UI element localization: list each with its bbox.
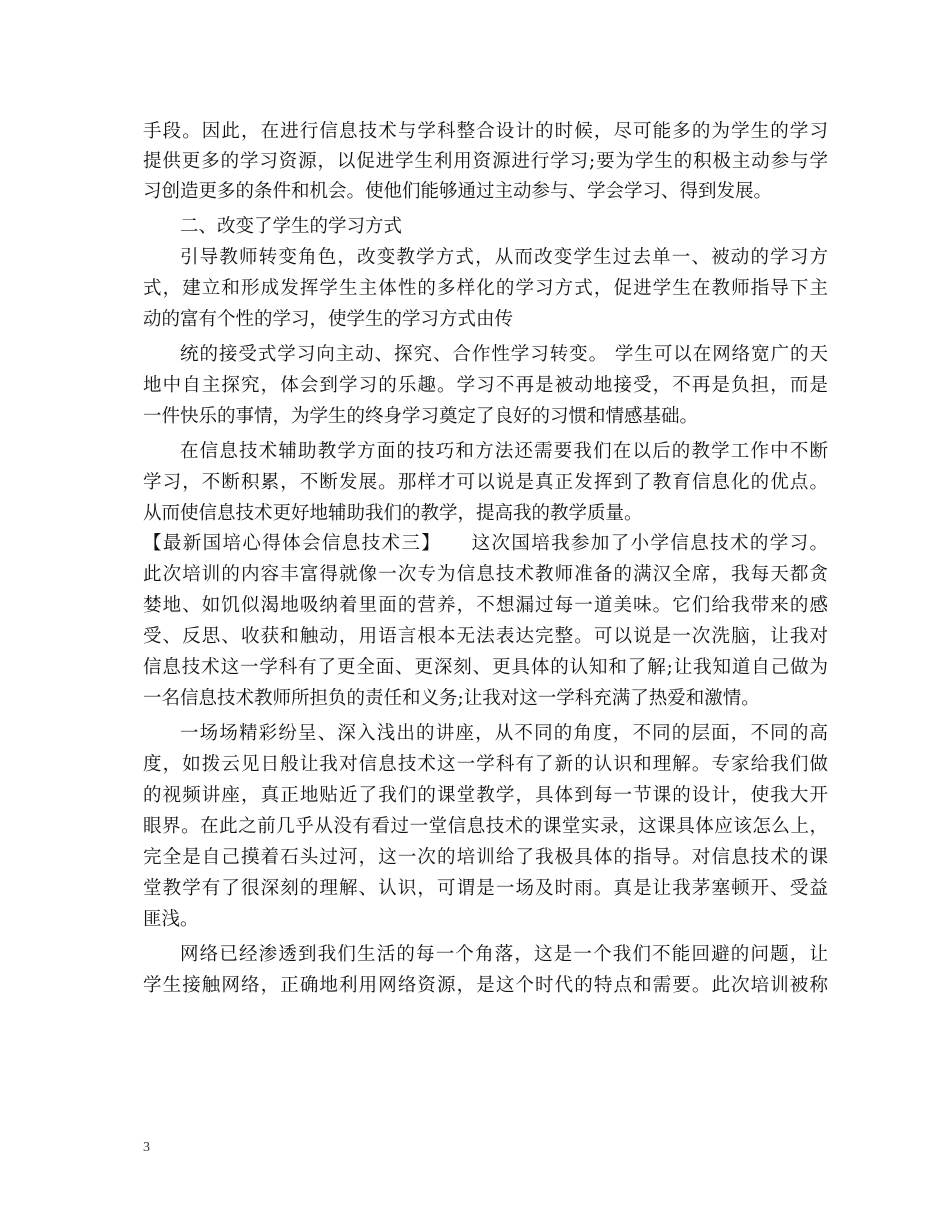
- text-line: 习创造更多的条件和机会。使他们能够通过主动参与、学会学习、得到发展。: [143, 181, 773, 202]
- text-line: 一场场精彩纷呈、深入浅出的讲座，从不同的角度，不同的层面，不同的高: [180, 723, 828, 744]
- text-line: 统的接受式学习向主动、探究、合作性学习转变。 学生可以在网络宽广的天: [180, 344, 828, 365]
- text-line: 完全是自己摸着石头过河，这一次的培训给了我极具体的指导。对信息技术的课: [143, 847, 828, 868]
- text-line: 二、改变了学生的学习方式: [180, 216, 403, 237]
- text-line: 一名信息技术教师所担负的责任和义务;让我对这一学科充满了热爱和激情。: [143, 688, 760, 709]
- text-line: 网络已经渗透到我们生活的每一个角落，这是一个我们不能回避的问题，让: [180, 944, 828, 965]
- text-line: 一件快乐的事情，为学生的终身学习奠定了良好的习惯和情感基础。: [143, 406, 699, 427]
- text-line: 受、反思、收获和触动，用语言根本无法表达完整。可以说是一次洗脑，让我对: [143, 626, 828, 647]
- text-line: 学习，不断积累，不断发展。那样才可以说是真正发挥到了教育信息化的优点。: [143, 472, 828, 493]
- text-line: 从而使信息技术更好地辅助我们的教学，提高我的教学质量。: [143, 503, 643, 524]
- text-line: 动的富有个性的学习，使学生的学习方式由传: [143, 309, 514, 330]
- text-line: 婪地、如饥似渴地吸纳着里面的营养，不想漏过每一道美味。它们给我带来的感: [143, 595, 828, 616]
- text-line: 的视频讲座，真正地贴近了我们的课堂教学，具体到每一节课的设计，使我大开: [143, 785, 828, 806]
- text-line: 【最新国培心得体会信息技术三】 这次国培我参加了小学信息技术的学习。: [143, 533, 828, 554]
- text-line: 引导教师转变角色，改变教学方式，从而改变学生过去单一、被动的学习方: [180, 247, 828, 268]
- text-line: 学生接触网络，正确地利用网络资源，是这个时代的特点和需要。此次培训被称: [143, 975, 828, 996]
- text-line: 度，如拨云见日般让我对信息技术这一学科有了新的认识和理解。专家给我们做: [143, 754, 828, 775]
- page-number: 3: [143, 1140, 150, 1155]
- text-line: 匪浅。: [143, 909, 199, 930]
- text-line: 手段。因此，在进行信息技术与学科整合设计的时候，尽可能多的为学生的学习: [143, 121, 828, 142]
- text-line: 信息技术这一学科有了更全面、更深刻、更具体的认知和了解;让我知道自己做为: [143, 657, 828, 678]
- text-line: 堂教学有了很深刻的理解、认识，可谓是一场及时雨。真是让我茅塞顿开、受益: [143, 878, 828, 899]
- text-line: 在信息技术辅助教学方面的技巧和方法还需要我们在以后的教学工作中不断: [180, 441, 828, 462]
- text-line: 地中自主探究，体会到学习的乐趣。学习不再是被动地接受，不再是负担，而是: [143, 375, 828, 396]
- text-line: 式，建立和形成发挥学生主体性的多样化的学习方式，促进学生在教师指导下主: [143, 278, 828, 299]
- text-line: 此次培训的内容丰富得就像一次专为信息技术教师准备的满汉全席，我每天都贪: [143, 564, 828, 585]
- text-line: 眼界。在此之前几乎从没有看过一堂信息技术的课堂实录，这课具体应该怎么上，: [143, 816, 828, 837]
- text-line: 提供更多的学习资源，以促进学生利用资源进行学习;要为学生的积极主动参与学: [143, 151, 828, 172]
